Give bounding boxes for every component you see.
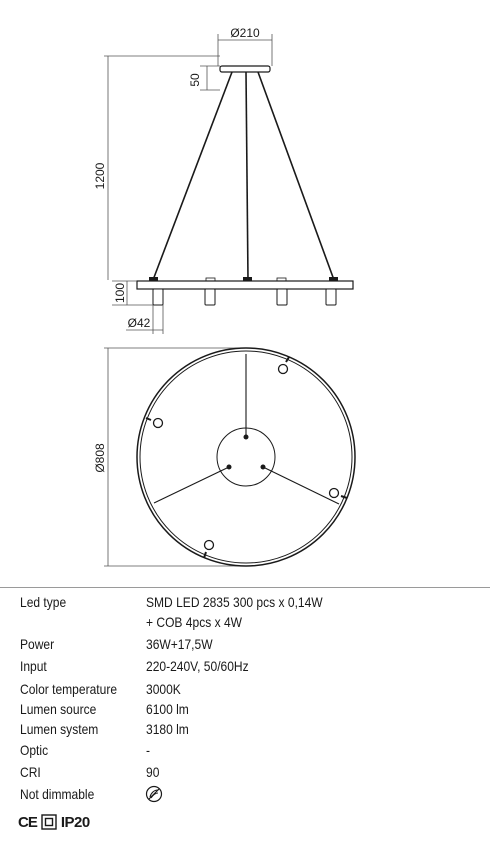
suspension-cable-middle xyxy=(246,72,248,280)
ring-height-label: 100 xyxy=(113,282,127,304)
spec-value-led-type-cob: + COB 4pcs x 4W xyxy=(146,614,243,630)
spec-value-color-temperature: 3000K xyxy=(146,681,181,697)
spotlight xyxy=(153,289,163,305)
canopy xyxy=(220,66,270,72)
spotlight xyxy=(277,289,287,305)
canopy-height-label: 50 xyxy=(188,73,202,87)
spec-label-color-temperature: Color temperature xyxy=(20,681,118,697)
spec-value-lumen-source: 6100 lm xyxy=(146,701,189,717)
spec-value-led-type: SMD LED 2835 300 pcs x 0,14W xyxy=(146,594,323,610)
spotlight xyxy=(326,289,336,305)
spec-label-not-dimmable: Not dimmable xyxy=(20,786,95,802)
suspension-cable-right xyxy=(258,72,334,280)
spec-value-power: 36W+17,5W xyxy=(146,636,213,652)
spec-label-power: Power xyxy=(20,636,55,652)
spec-label-led-type: Led type xyxy=(20,594,67,610)
class-ii-insulation-icon xyxy=(41,814,57,830)
spec-label-lumen-source: Lumen source xyxy=(20,701,97,717)
spec-value-cri: 90 xyxy=(146,764,160,780)
ce-mark: CE xyxy=(18,813,37,831)
suspension-length-label: 1200 xyxy=(93,162,107,190)
ring-profile xyxy=(137,281,353,289)
spotlight-plan xyxy=(204,541,214,559)
spec-label-input: Input xyxy=(20,658,47,674)
spec-value-input: 220-240V, 50/60Hz xyxy=(146,658,249,674)
spotlight-plan xyxy=(330,489,348,499)
spotlight-plan xyxy=(146,418,163,428)
spec-value-lumen-system: 3180 lm xyxy=(146,721,189,737)
certification-marks xyxy=(18,813,90,831)
canopy-diameter-label: Ø210 xyxy=(230,26,260,40)
ip-rating: IP20 xyxy=(60,813,90,831)
spec-label-cri: CRI xyxy=(20,764,41,780)
suspension-cable-left xyxy=(153,72,232,280)
spotlight-plan xyxy=(279,357,290,374)
spec-divider xyxy=(0,587,490,588)
not-dimmable-icon xyxy=(145,785,163,803)
spec-label-lumen-system: Lumen system xyxy=(20,721,99,737)
spec-value-optic: - xyxy=(146,742,151,758)
spot-diameter-label: Ø42 xyxy=(127,316,151,330)
ring-diameter-label: Ø808 xyxy=(93,443,107,473)
spec-label-optic: Optic xyxy=(20,742,49,758)
spotlight xyxy=(205,289,215,305)
